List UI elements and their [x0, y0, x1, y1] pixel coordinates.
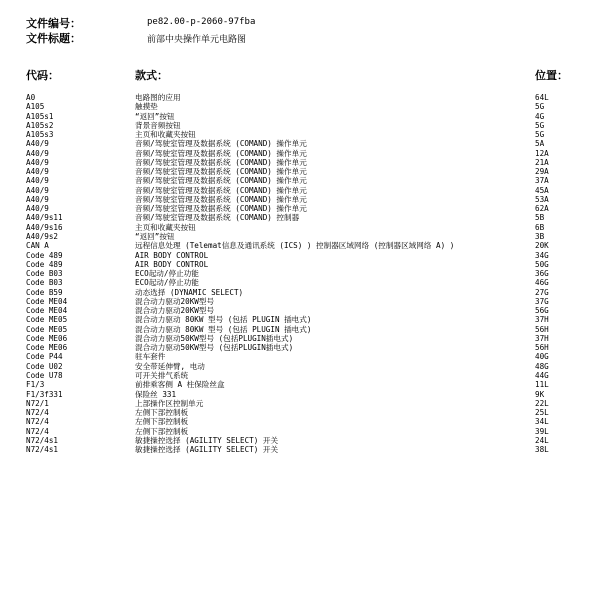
table-row: [0, 149, 604, 158]
table-row: [0, 427, 604, 436]
doc-number-value: pe82.00-p-2060-97fba: [147, 17, 256, 27]
position-cell: 56H: [535, 343, 549, 353]
description-cell: 左侧下部控制板: [135, 408, 189, 418]
component-list: [0, 93, 604, 454]
table-row: [0, 306, 604, 315]
position-cell: 4G: [535, 111, 545, 121]
table-row: [0, 269, 604, 278]
table-row: [0, 204, 604, 213]
description-cell: 主页和收藏夹按钮: [135, 222, 196, 232]
description-cell: 音频/驾驶室管理及数据系统 (COMAND) 操作单元: [135, 185, 307, 195]
position-cell: 5A: [535, 139, 545, 149]
pos-column-header: 位置：: [535, 69, 568, 82]
description-cell: 背景音频按钮: [135, 120, 181, 130]
position-cell: 38L: [535, 445, 549, 455]
code-cell: A40/9s11: [26, 213, 63, 223]
code-cell: A40/9: [26, 148, 49, 158]
code-cell: A40/9: [26, 204, 49, 214]
code-cell: Code P44: [26, 352, 63, 362]
description-cell: 音频/驾驶室管理及数据系统 (COMAND) 操作单元: [135, 157, 307, 167]
table-row: [0, 325, 604, 334]
code-cell: A40/9: [26, 139, 49, 149]
position-cell: 5G: [535, 102, 545, 112]
description-cell: AIR BODY CONTROL: [135, 250, 209, 260]
description-cell: 安全带延伸臂, 电动: [135, 361, 205, 371]
code-cell: Code B03: [26, 278, 63, 288]
table-row: [0, 251, 604, 260]
position-cell: 5G: [535, 130, 545, 140]
position-cell: 64L: [535, 93, 549, 102]
position-cell: 45A: [535, 185, 549, 195]
code-cell: Code ME06: [26, 333, 68, 343]
code-cell: Code 489: [26, 259, 63, 269]
code-cell: Code B03: [26, 269, 63, 279]
description-cell: 保险丝 331: [135, 389, 177, 399]
position-cell: 34L: [535, 417, 549, 427]
table-row: [0, 130, 604, 139]
position-cell: 5B: [535, 213, 545, 223]
table-row: [0, 436, 604, 445]
code-cell: A40/9: [26, 176, 49, 186]
table-row: [0, 315, 604, 324]
doc-title-value: 前部中央操作单元电路图: [147, 35, 247, 45]
code-cell: A105: [26, 102, 45, 112]
position-cell: 11L: [535, 380, 549, 390]
table-row: [0, 139, 604, 148]
description-cell: 电路图的应用: [135, 93, 181, 102]
code-cell: A40/9: [26, 185, 49, 195]
table-row: [0, 121, 604, 130]
table-row: [0, 102, 604, 111]
description-cell: ECO起动/停止功能: [135, 278, 199, 288]
description-cell: 混合动力驱动50KW型号 (包括PLUGIN插电式): [135, 343, 294, 353]
position-cell: 37A: [535, 176, 549, 186]
code-cell: A105s1: [26, 111, 54, 121]
table-row: [0, 408, 604, 417]
position-cell: 46G: [535, 278, 549, 288]
description-cell: 音频/驾驶室管理及数据系统 (COMAND) 操作单元: [135, 148, 307, 158]
code-cell: N72/4: [26, 426, 49, 436]
code-cell: Code 489: [26, 250, 63, 260]
code-column-header: 代码：: [26, 69, 59, 82]
code-cell: F1/3: [26, 380, 45, 390]
description-cell: 混合动力驱动20KW型号: [135, 296, 215, 306]
table-row: [0, 112, 604, 121]
description-cell: AIR BODY CONTROL: [135, 259, 209, 269]
code-cell: Code ME04: [26, 296, 68, 306]
code-cell: Code ME06: [26, 343, 68, 353]
code-cell: F1/3f331: [26, 389, 63, 399]
desc-column-header: 款式：: [135, 69, 168, 82]
table-row: [0, 195, 604, 204]
position-cell: 21A: [535, 157, 549, 167]
position-cell: 37H: [535, 333, 549, 343]
table-row: [0, 176, 604, 185]
position-cell: 62A: [535, 204, 549, 214]
code-cell: A105s2: [26, 120, 54, 130]
position-cell: 20K: [535, 241, 549, 251]
code-cell: Code B59: [26, 287, 63, 297]
position-cell: 6B: [535, 222, 545, 232]
description-cell: 混合动力驱动20KW型号: [135, 306, 215, 316]
code-cell: A0: [26, 93, 36, 102]
description-cell: 敏捷操控选择 (AGILITY SELECT) 开关: [135, 445, 279, 455]
description-cell: 音频/驾驶室管理及数据系统 (COMAND) 操作单元: [135, 204, 307, 214]
position-cell: 22L: [535, 398, 549, 408]
code-cell: Code U02: [26, 361, 63, 371]
position-cell: 25L: [535, 408, 549, 418]
description-cell: 可开关排气系统: [135, 370, 189, 380]
code-cell: N72/4s1: [26, 445, 59, 455]
table-row: [0, 232, 604, 241]
description-cell: 音频/驾驶室管理及数据系统 (COMAND) 操作单元: [135, 176, 307, 186]
description-cell: 混合动力驱动 80KW 型号 (包括 PLUGIN 插电式): [135, 315, 312, 325]
table-row: [0, 167, 604, 176]
table-row: [0, 343, 604, 352]
table-row: [0, 278, 604, 287]
description-cell: ECO起动/停止功能: [135, 269, 199, 279]
code-cell: A40/9: [26, 167, 49, 177]
position-cell: 12A: [535, 148, 549, 158]
table-row: [0, 352, 604, 361]
description-cell: 远程信息处理 (Telemat信息及通讯系统 (ICS) ) 控制器区域网络 (控制器区域网络 A) ): [135, 241, 455, 251]
code-cell: A40/9s16: [26, 222, 63, 232]
table-row: [0, 362, 604, 371]
code-cell: N72/1: [26, 398, 49, 408]
position-cell: 53A: [535, 194, 549, 204]
position-cell: 36G: [535, 269, 549, 279]
code-cell: A40/9s2: [26, 231, 59, 241]
table-row: [0, 380, 604, 389]
code-cell: N72/4s1: [26, 435, 59, 445]
position-cell: 40G: [535, 352, 549, 362]
table-row: [0, 390, 604, 399]
table-row: [0, 399, 604, 408]
code-cell: A105s3: [26, 130, 54, 140]
position-cell: 48G: [535, 361, 549, 371]
code-cell: A40/9: [26, 157, 49, 167]
position-cell: 24L: [535, 435, 549, 445]
description-cell: 左侧下部控制板: [135, 417, 189, 427]
table-row: [0, 417, 604, 426]
table-row: [0, 213, 604, 222]
description-cell: 触摸垫: [135, 102, 158, 112]
position-cell: 39L: [535, 426, 549, 436]
description-cell: 左侧下部控制板: [135, 426, 189, 436]
position-cell: 29A: [535, 167, 549, 177]
description-cell: 混合动力驱动 80KW 型号 (包括 PLUGIN 插电式): [135, 324, 312, 334]
position-cell: 37G: [535, 296, 549, 306]
position-cell: 27G: [535, 287, 549, 297]
table-row: [0, 445, 604, 454]
table-row: [0, 297, 604, 306]
description-cell: “返回”按钮: [135, 231, 175, 241]
position-cell: 50G: [535, 259, 549, 269]
table-row: [0, 223, 604, 232]
position-cell: 56G: [535, 306, 549, 316]
code-cell: A40/9: [26, 194, 49, 204]
description-cell: 上部操作区控制单元: [135, 398, 204, 408]
position-cell: 3B: [535, 231, 545, 241]
code-cell: CAN A: [26, 241, 49, 251]
description-cell: “返回”按钮: [135, 111, 175, 121]
description-cell: 音频/驾驶室管理及数据系统 (COMAND) 操作单元: [135, 139, 307, 149]
code-cell: N72/4: [26, 408, 49, 418]
description-cell: 音频/驾驶室管理及数据系统 (COMAND) 操作单元: [135, 194, 307, 204]
code-cell: Code ME04: [26, 306, 68, 316]
table-row: [0, 241, 604, 250]
doc-title-label: 文件标题：: [26, 32, 81, 45]
table-row: [0, 93, 604, 102]
table-row: [0, 186, 604, 195]
position-cell: 5G: [535, 120, 545, 130]
table-row: [0, 260, 604, 269]
doc-number-label: 文件编号：: [26, 17, 81, 30]
table-row: [0, 288, 604, 297]
position-cell: 34G: [535, 250, 549, 260]
code-cell: Code ME05: [26, 324, 68, 334]
position-cell: 44G: [535, 370, 549, 380]
table-row: [0, 158, 604, 167]
code-cell: N72/4: [26, 417, 49, 427]
code-cell: Code ME05: [26, 315, 68, 325]
table-row: [0, 371, 604, 380]
description-cell: 音频/驾驶室管理及数据系统 (COMAND) 控制器: [135, 213, 300, 223]
code-cell: Code U78: [26, 370, 63, 380]
table-row: [0, 334, 604, 343]
description-cell: 敏捷操控选择 (AGILITY SELECT) 开关: [135, 435, 279, 445]
description-cell: 混合动力驱动50KW型号 (包括PLUGIN插电式): [135, 333, 294, 343]
description-cell: 驻车套件: [135, 352, 166, 362]
description-cell: 动态选择 (DYNAMIC SELECT): [135, 287, 244, 297]
description-cell: 前排乘客侧 A 柱保险丝盒: [135, 380, 225, 390]
description-cell: 主页和收藏夹按钮: [135, 130, 196, 140]
description-cell: 音频/驾驶室管理及数据系统 (COMAND) 操作单元: [135, 167, 307, 177]
position-cell: 56H: [535, 324, 549, 334]
position-cell: 9K: [535, 389, 545, 399]
position-cell: 37H: [535, 315, 549, 325]
